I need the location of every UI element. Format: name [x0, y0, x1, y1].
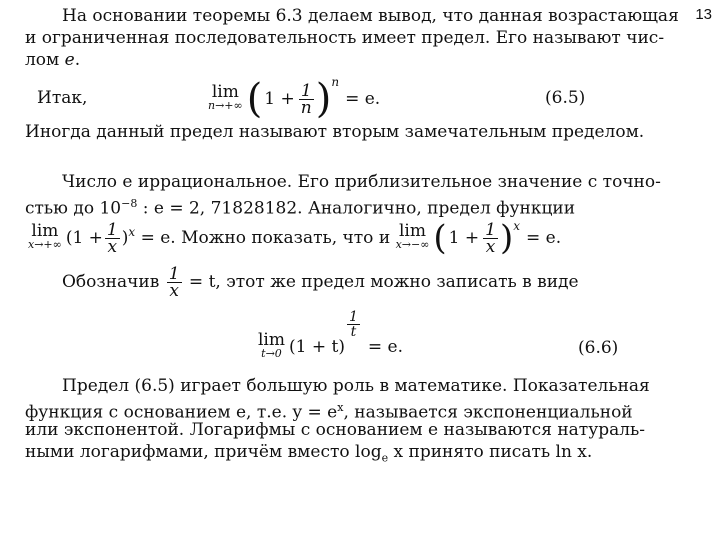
left-paren: ( — [433, 218, 447, 258]
left-paren: ( — [246, 76, 263, 122]
p5-line2-exp: x — [337, 401, 344, 414]
frac-num: 1 — [485, 219, 496, 240]
fraction-1-over-x — [483, 219, 498, 257]
fraction-1-over-n — [299, 80, 314, 118]
eq66-label: (6.6) — [578, 338, 619, 358]
fraction-1-over-x — [167, 263, 182, 301]
frac-den: x — [107, 236, 118, 257]
exponent-1-over-t — [347, 310, 360, 339]
p3-mid-text: = e. Можно показать, что и — [135, 228, 396, 248]
lim-word: lim — [398, 221, 426, 241]
limit-operator — [208, 82, 243, 113]
fraction-1-over-x — [105, 219, 120, 257]
equation-6-6 — [258, 310, 403, 370]
paragraph-5-line-1: Предел (6.5) играет большую роль в математике. Показательная — [62, 376, 650, 396]
frac-den: n — [300, 97, 312, 118]
paragraph-5-line-4 — [25, 442, 592, 468]
one-plus-a: (1 + — [65, 228, 103, 248]
paragraph-4 — [62, 262, 579, 302]
frac-num: 1 — [106, 219, 118, 240]
limit-minus-inf — [395, 221, 430, 252]
paragraph-1-line-2: и ограниченная последовательность имеет предел. Его называют чис- — [25, 28, 665, 48]
exp-num: 1 — [348, 309, 358, 325]
p3-line2-post: : e = 2, 71828182. Аналогично, предел функции — [137, 198, 576, 219]
limit-plus-inf — [28, 221, 62, 252]
lim-word: lim — [211, 82, 239, 102]
limit-t-to-0 — [258, 330, 285, 361]
eq65-label: (6.5) — [545, 88, 586, 108]
exponent-x: x — [128, 225, 136, 239]
exponent-x: x — [513, 219, 520, 233]
p5-line4-post: x принято писать ln x. — [388, 442, 593, 462]
paragraph-2-line-1: Иногда данный предел называют вторым замечательным пределом. — [25, 122, 645, 142]
period: . — [74, 50, 81, 70]
frac-den: x — [169, 280, 179, 301]
right-paren: ) — [315, 76, 332, 122]
p5-line2-pre: функция с основанием e, т.е. y = e — [25, 402, 338, 423]
eq66-body: (1 + t) — [289, 337, 345, 357]
paragraph-1-line-3 — [25, 50, 80, 70]
lim-subscript: t→0 — [261, 347, 282, 360]
lim-subscript: n→+∞ — [208, 99, 243, 112]
p5-line4-sub: e — [381, 451, 389, 465]
equals-e: = e. — [345, 89, 381, 109]
paragraph-1-line-3-text: лом — [25, 50, 65, 70]
frac-num: 1 — [300, 80, 312, 101]
p3-line2-pre: стью до 10 — [25, 198, 122, 219]
lim-subscript: x→+∞ — [28, 238, 62, 251]
equals-e: = e. — [367, 337, 404, 357]
exponent-n: n — [331, 75, 340, 89]
p5-line2-post: , называется экспоненциальной — [343, 402, 633, 423]
var-e: e — [64, 50, 75, 70]
frac-num: 1 — [168, 263, 180, 284]
page-number: 13 — [695, 6, 712, 23]
lim-word: lim — [258, 330, 285, 350]
paragraph-3-line-1: Число e иррациональное. Его приблизительное значение с точно- — [62, 172, 661, 192]
lim-subscript: x→−∞ — [395, 238, 430, 251]
frac-den: x — [485, 236, 496, 257]
one-plus-b: 1 + — [448, 228, 480, 248]
paragraph-5-line-3: или экспонентой. Логарифмы с основанием e называются натураль- — [25, 420, 646, 440]
equals-e: = e. — [525, 228, 562, 248]
p4-post: = t, этот же предел можно записать в виде — [183, 272, 579, 292]
paragraph-1-line-1: На основании теоремы 6.3 делаем вывод, что данная возрастающая — [62, 6, 679, 26]
lim-word: lim — [31, 221, 59, 241]
eq65-intro: Итак, — [37, 88, 88, 108]
equation-6-5 — [208, 70, 380, 128]
one-plus: 1 + — [264, 89, 295, 109]
paragraph-3-line-3 — [28, 214, 561, 262]
paragraph-5-line-2 — [25, 398, 633, 423]
p4-pre: Обозначив — [62, 272, 165, 292]
p5-line4-pre: ными логарифмами, причём вместо log — [25, 442, 382, 462]
right-paren: ) — [499, 218, 514, 258]
p3-line2-exp: −8 — [121, 197, 138, 210]
close-a: ) — [121, 228, 129, 248]
exp-den: t — [350, 324, 357, 340]
